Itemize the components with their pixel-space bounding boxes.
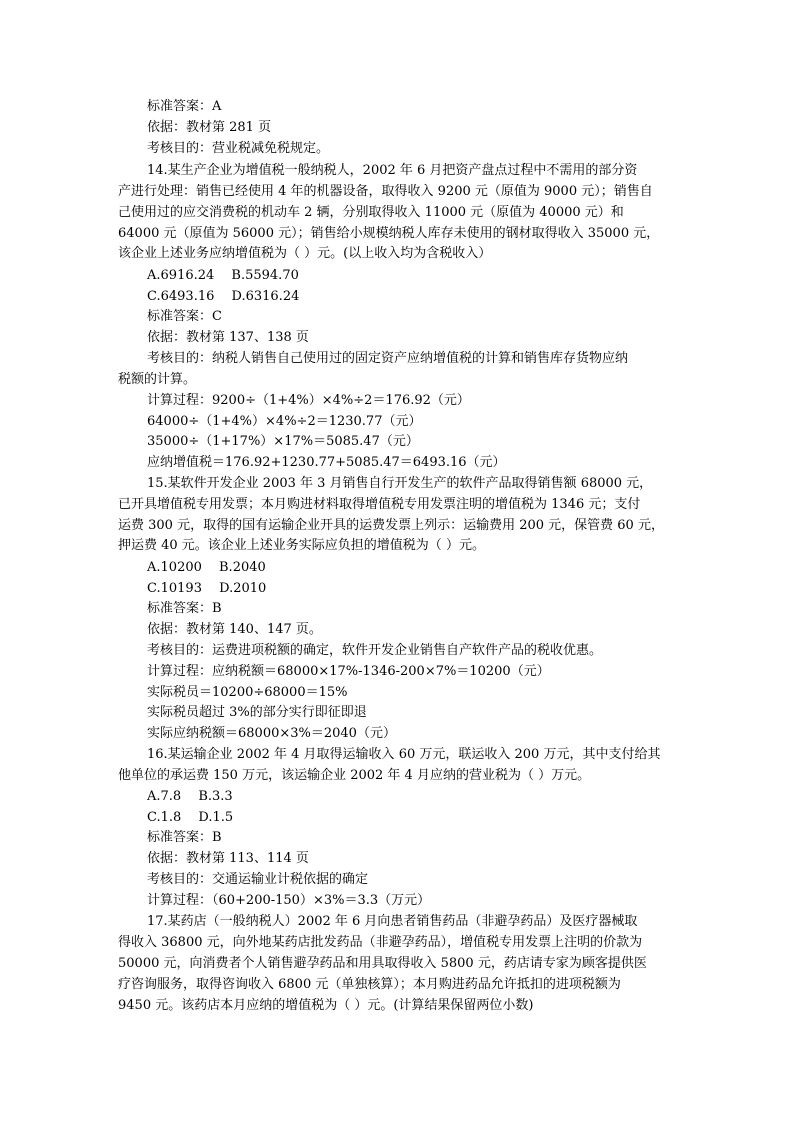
question-14-line: 64000 元（原值为 56000 元）；销售给小规模纳税人库存未使用的钢材取得收入 35000 元， bbox=[118, 226, 660, 241]
question-15-line: 已开具增值税专用发票；本月购进材料取得增值税专用发票注明的增值税为 1346 元；支付 bbox=[118, 497, 641, 512]
calculation-line: 实际应纳税额＝68000×3%＝2040（元） bbox=[147, 726, 396, 741]
calculation-line: 应纳增值税＝176.92+1230.77+5085.47＝6493.16（元） bbox=[147, 455, 506, 470]
options-line: C.1.8 D.1.5 bbox=[147, 810, 234, 825]
question-14-line: 该企业上述业务应纳增值税为（ ）元。(以上收入均为含税收入） bbox=[118, 246, 492, 261]
objective-line: 考核目的：交通运输业计税依据的确定 bbox=[147, 872, 369, 887]
question-17-line: 疗咨询服务，取得咨询收入 6800 元（单独核算）；本月购进药品允许抵扣的进项税额为 bbox=[118, 977, 621, 992]
basis-line: 依据：教材第 281 页 bbox=[147, 120, 272, 135]
options-line: A.7.8 B.3.3 bbox=[147, 789, 233, 804]
options-line: C.10193 D.2010 bbox=[147, 581, 267, 596]
calculation-line: 64000÷（1+4%）×4%÷2＝1230.77（元） bbox=[147, 414, 422, 429]
answer-line: 标准答案：C bbox=[147, 309, 222, 324]
calculation-line: 计算过程：（60+200-150）×3%＝3.3（万元） bbox=[147, 893, 431, 908]
objective-line: 考核目的：纳税人销售自己使用过的固定资产应纳增值税的计算和销售库存货物应纳 bbox=[147, 351, 629, 366]
objective-line: 考核目的：运费进项税额的确定，软件开发企业销售自产软件产品的税收优惠。 bbox=[147, 643, 603, 658]
answer-line: 标准答案：B bbox=[147, 601, 222, 616]
question-17-line: 得收入 36800 元，向外地某药店批发药品（非避孕药品），增值税专用发票上注明的价款为 bbox=[118, 935, 643, 950]
question-14-line: 己使用过的应交消费税的机动车 2 辆，分别取得收入 11000 元（原值为 40000 元）和 bbox=[118, 205, 624, 220]
objective-line: 税额的计算。 bbox=[118, 372, 197, 387]
basis-line: 依据：教材第 113、114 页 bbox=[147, 851, 309, 866]
options-line: A.6916.24 B.5594.70 bbox=[147, 268, 299, 283]
calculation-line: 实际税员＝10200÷68000＝15% bbox=[147, 685, 348, 700]
calculation-line: 计算过程：9200÷（1+4%）×4%÷2＝176.92（元） bbox=[147, 393, 470, 408]
objective-line: 考核目的：营业税减免税规定。 bbox=[147, 141, 330, 156]
question-17-line: 9450 元。该药店本月应纳的增值税为（ ）元。(计算结果保留两位小数) bbox=[118, 998, 534, 1013]
basis-line: 依据：教材第 140、147 页。 bbox=[147, 622, 322, 637]
basis-line: 依据：教材第 137、138 页 bbox=[147, 330, 309, 345]
question-16-line: 他单位的承运费 150 万元，该运输企业 2002 年 4 月应纳的营业税为（ ）万元。 bbox=[118, 768, 591, 783]
question-15-line: 押运费 40 元。该企业上述业务实际应负担的增值税为（ ）元。 bbox=[118, 538, 485, 553]
calculation-line: 35000÷（1+17%）×17%＝5085.47（元） bbox=[147, 434, 419, 449]
question-15-line: 15.某软件开发企业 2003 年 3 月销售自行开发生产的软件产品取得销售额 68000 元， bbox=[147, 476, 653, 491]
options-line: A.10200 B.2040 bbox=[147, 560, 266, 575]
calculation-line: 实际税员超过 3%的部分实行即征即退 bbox=[147, 705, 367, 720]
question-16-line: 16.某运输企业 2002 年 4 月取得运输收入 60 万元，联运收入 200 万元，其中支付给其 bbox=[147, 747, 661, 762]
question-14-line: 14.某生产企业为增值税一般纳税人，2002 年 6 月把资产盘点过程中不需用的部分资 bbox=[147, 163, 638, 178]
answer-line: 标准答案：A bbox=[147, 99, 222, 114]
question-14-line: 产进行处理：销售已经使用 4 年的机器设备，取得收入 9200 元（原值为 9000 元）；销售自 bbox=[118, 184, 653, 199]
answer-line: 标准答案：B bbox=[147, 830, 222, 845]
calculation-line: 计算过程：应纳税额＝68000×17%-1346-200×7%＝10200（元） bbox=[147, 664, 550, 679]
question-17-line: 50000 元，向消费者个人销售避孕药品和用具取得收入 5800 元，药店请专家为顾客提供医 bbox=[118, 956, 647, 971]
question-15-line: 运费 300 元，取得的国有运输企业开具的运费发票上列示：运输费用 200 元，保管费 60 元， bbox=[118, 518, 664, 533]
options-line: C.6493.16 D.6316.24 bbox=[147, 289, 300, 304]
question-17-line: 17.某药店（一般纳税人）2002 年 6 月向患者销售药品（非避孕药品）及医疗器械取 bbox=[147, 914, 638, 929]
